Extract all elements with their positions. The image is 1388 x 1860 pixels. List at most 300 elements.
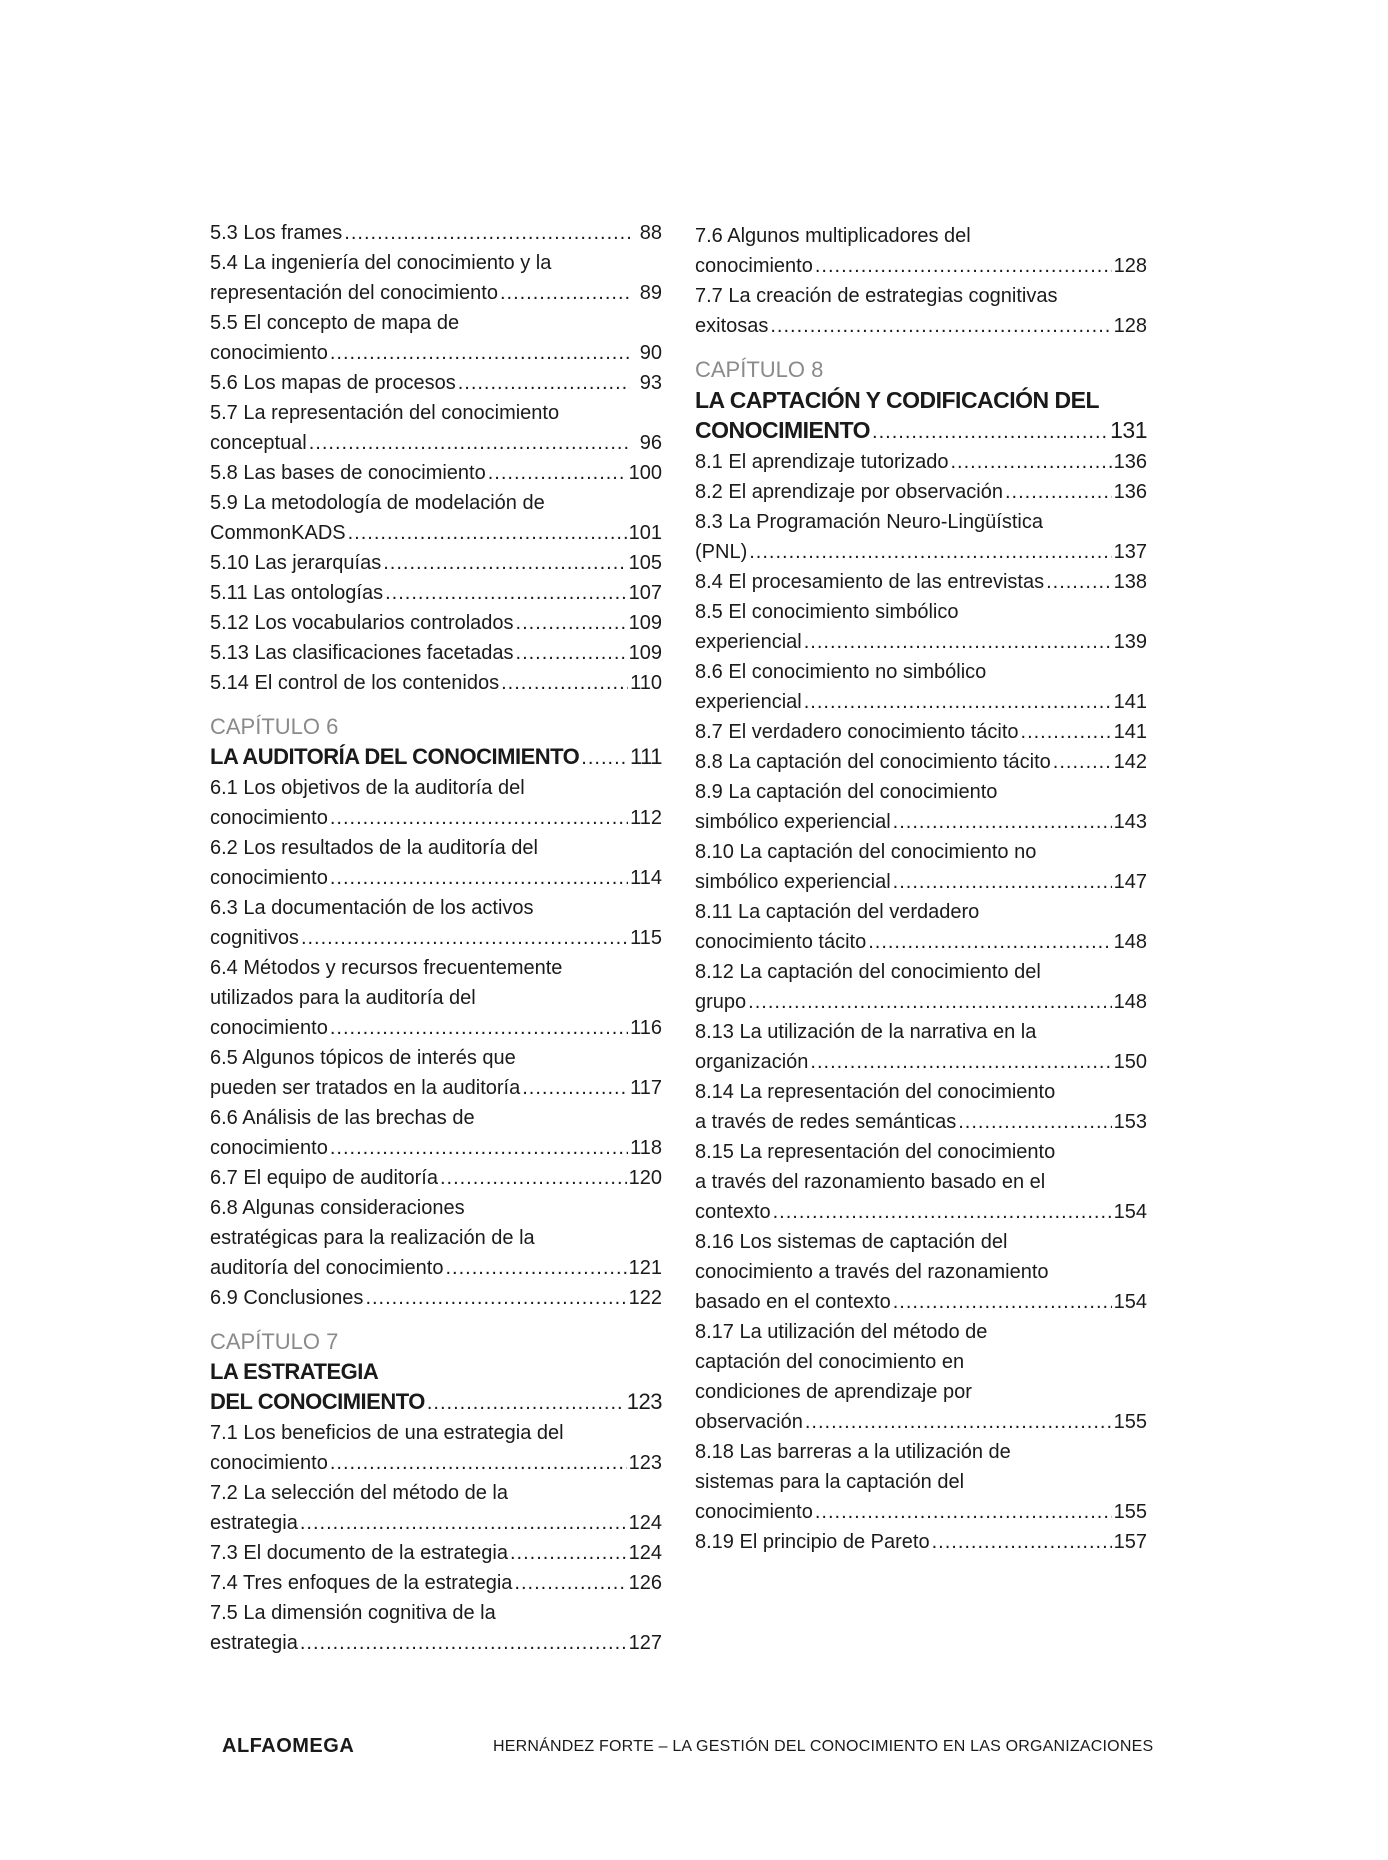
entry-text: 7.3 El documento de la estrategia <box>210 1542 508 1564</box>
dot-leader <box>748 987 1111 1017</box>
entry-leader-row <box>210 1073 662 1103</box>
toc-entry <box>210 218 662 248</box>
dot-leader <box>516 608 627 638</box>
page-number: 110 <box>630 672 662 694</box>
dot-leader <box>893 807 1112 837</box>
entry-leader-row <box>695 687 1147 717</box>
page-number: 123 <box>628 1452 662 1474</box>
entry-text-line: 8.18 Las barreras a la utilización de <box>695 1441 1011 1463</box>
entry-leader-row <box>695 567 1147 597</box>
page-number: 139 <box>1113 631 1147 653</box>
entry-text-line: captación del conocimiento en <box>695 1351 965 1373</box>
dot-leader <box>330 1448 627 1478</box>
entry-leader-row <box>210 1448 662 1478</box>
entry-leader-row <box>210 1253 662 1283</box>
entry-text: pueden ser tratados en la auditoría <box>210 1077 521 1099</box>
entry-text-line: 7.1 Los beneficios de una estrategia del <box>210 1422 564 1444</box>
entry-text-line: conocimiento a través del razonamiento <box>695 1261 1049 1283</box>
entry-text: representación del conocimiento <box>210 282 498 304</box>
page-number: 128 <box>1113 255 1147 277</box>
entry-leader-row <box>210 1283 662 1313</box>
page-number: 88 <box>639 222 662 244</box>
chapter-title-line: LA CAPTACIÓN Y CODIFICACIÓN DEL <box>695 387 1100 413</box>
dot-leader <box>300 1628 627 1658</box>
entry-leader-row <box>210 1013 662 1043</box>
page-number: 141 <box>1113 691 1147 713</box>
entry-text-line: 7.6 Algunos multiplicadores del <box>695 225 971 247</box>
dot-leader <box>1021 717 1112 747</box>
dot-leader <box>516 638 627 668</box>
entry-text: conocimiento <box>210 1017 328 1039</box>
page-number: 123 <box>626 1389 662 1414</box>
dot-leader <box>488 458 627 488</box>
dot-leader <box>330 338 630 368</box>
entry-text: 6.9 Conclusiones <box>210 1287 364 1309</box>
page-number: 118 <box>630 1137 662 1159</box>
toc-entry <box>695 957 1147 1017</box>
entry-text-line: 8.17 La utilización del método de <box>695 1321 988 1343</box>
entry-leader-row <box>695 627 1147 657</box>
dot-leader <box>385 578 627 608</box>
entry-text: 7.4 Tres enfoques de la estrategia <box>210 1572 513 1594</box>
chapter-title-row <box>210 742 662 773</box>
entry-text: 6.7 El equipo de auditoría <box>210 1167 438 1189</box>
entry-text-line: estratégicas para la realización de la <box>210 1227 535 1249</box>
entry-leader-row <box>695 927 1147 957</box>
dot-leader <box>872 417 1108 447</box>
entry-leader-row <box>210 1538 662 1568</box>
toc-entry <box>210 1193 662 1283</box>
chapter-entries <box>210 1418 662 1658</box>
dot-leader <box>810 1047 1111 1077</box>
toc-right-column <box>695 221 1147 1557</box>
dot-leader <box>581 743 628 773</box>
toc-entry <box>210 368 662 398</box>
entry-text-line: 8.16 Los sistemas de captación del <box>695 1231 1008 1253</box>
dot-leader <box>365 1283 626 1313</box>
page-number: 90 <box>639 342 662 364</box>
page-number: 126 <box>628 1572 662 1594</box>
toc-entry <box>210 833 662 893</box>
entry-text: experiencial <box>695 691 802 713</box>
entry-leader-row <box>210 863 662 893</box>
toc-entry <box>210 248 662 308</box>
toc-entry <box>695 567 1147 597</box>
chapter-title-text: LA AUDITORÍA DEL CONOCIMIENTO <box>210 744 580 769</box>
entry-text-line: 5.4 La ingeniería del conocimiento y la <box>210 252 552 274</box>
entry-leader-row <box>695 867 1147 897</box>
page-number: 114 <box>630 867 662 889</box>
toc-entry <box>210 1538 662 1568</box>
entry-text: conocimiento <box>695 1501 813 1523</box>
toc-entry <box>210 1043 662 1103</box>
page-number: 137 <box>1113 541 1147 563</box>
entry-text-line: 8.14 La representación del conocimiento <box>695 1081 1056 1103</box>
entry-text-line: 5.7 La representación del conocimiento <box>210 402 560 424</box>
entry-leader-row <box>210 1508 662 1538</box>
entry-text: 5.8 Las bases de conocimiento <box>210 462 486 484</box>
entry-text: 8.4 El procesamiento de las entrevistas <box>695 571 1045 593</box>
entry-text-line: 6.4 Métodos y recursos frecuentemente <box>210 957 563 979</box>
page-number: 148 <box>1113 931 1147 953</box>
toc-entry <box>210 638 662 668</box>
dot-leader <box>458 368 630 398</box>
entry-text: 5.3 Los frames <box>210 222 343 244</box>
entry-text: CommonKADS <box>210 522 346 544</box>
dot-leader <box>445 1253 626 1283</box>
toc-entry <box>210 1103 662 1163</box>
entry-text-line: 6.8 Algunas consideraciones <box>210 1197 465 1219</box>
dot-leader <box>893 867 1112 897</box>
entry-text: exitosas <box>695 315 769 337</box>
toc-entry <box>695 1227 1147 1317</box>
page-number: 154 <box>1113 1201 1147 1223</box>
entry-text-line: 6.1 Los objetivos de la auditoría del <box>210 777 525 799</box>
toc-entry <box>210 1568 662 1598</box>
entry-text: conocimiento <box>210 807 328 829</box>
toc-entry <box>210 308 662 368</box>
toc-entry <box>695 597 1147 657</box>
toc-entry <box>210 1418 662 1478</box>
entry-text: 8.1 El aprendizaje tutorizado <box>695 451 949 473</box>
page-number: 109 <box>628 642 662 664</box>
dot-leader <box>309 428 630 458</box>
page-number: 109 <box>628 612 662 634</box>
entry-text-line: 7.5 La dimensión cognitiva de la <box>210 1602 496 1624</box>
page-number: 115 <box>630 927 662 949</box>
entry-leader-row <box>210 578 662 608</box>
entry-text: 8.19 El principio de Pareto <box>695 1531 930 1553</box>
entry-leader-row <box>210 548 662 578</box>
entry-text: 5.14 El control de los contenidos <box>210 672 500 694</box>
dot-leader <box>522 1073 628 1103</box>
entry-text-line: 8.12 La captación del conocimiento del <box>695 961 1041 983</box>
page-number: 154 <box>1113 1291 1147 1313</box>
toc-entry <box>695 1437 1147 1527</box>
publisher-name: ALFAOMEGA <box>222 1735 355 1757</box>
toc-entry <box>695 747 1147 777</box>
dot-leader <box>951 447 1112 477</box>
dot-leader <box>815 251 1112 281</box>
dot-leader <box>510 1538 627 1568</box>
entry-text-line: 8.15 La representación del conocimiento <box>695 1141 1056 1163</box>
chapter-label: CAPÍTULO 6 <box>210 714 339 739</box>
toc-entry <box>695 657 1147 717</box>
entry-leader-row <box>210 338 662 368</box>
page-number: 150 <box>1113 1051 1147 1073</box>
toc-entry <box>210 1598 662 1658</box>
toc-entry <box>210 1283 662 1313</box>
entry-text-line: 7.2 La selección del método de la <box>210 1482 508 1504</box>
chapter-label: CAPÍTULO 7 <box>210 1329 339 1354</box>
entry-text: 5.11 Las ontologías <box>210 582 384 604</box>
page-number: 120 <box>628 1167 662 1189</box>
toc-entry <box>210 548 662 578</box>
toc-entry <box>210 458 662 488</box>
entry-leader-row <box>210 1568 662 1598</box>
entry-leader-row <box>695 1197 1147 1227</box>
chapter-label: CAPÍTULO 8 <box>695 357 824 382</box>
dot-leader <box>427 1388 625 1418</box>
entry-leader-row <box>695 807 1147 837</box>
dot-leader <box>383 548 626 578</box>
entry-text-line: 8.11 La captación del verdadero <box>695 901 980 923</box>
dot-leader <box>893 1287 1112 1317</box>
entry-text-line: 6.6 Análisis de las brechas de <box>210 1107 475 1129</box>
dot-leader <box>330 1133 628 1163</box>
entry-leader-row <box>210 428 662 458</box>
page-number: 157 <box>1113 1531 1147 1553</box>
toc-entry <box>695 221 1147 281</box>
toc-left-column <box>210 218 662 1658</box>
dot-leader <box>804 687 1112 717</box>
chapter-entries <box>210 773 662 1313</box>
page-number: 131 <box>1110 417 1147 443</box>
page-number: 96 <box>639 432 662 454</box>
dot-leader <box>1046 567 1112 597</box>
entry-text: auditoría del conocimiento <box>210 1257 444 1279</box>
entry-text: conocimiento <box>210 1452 328 1474</box>
entry-text: 5.6 Los mapas de procesos <box>210 372 456 394</box>
page-number: 105 <box>628 552 662 574</box>
page-number: 107 <box>628 582 662 604</box>
entry-leader-row <box>695 311 1147 341</box>
chapter-title-text: DEL CONOCIMIENTO <box>210 1389 425 1414</box>
entry-leader-row <box>695 1047 1147 1077</box>
toc-section-7-continued <box>695 221 1147 341</box>
page-number: 153 <box>1113 1111 1147 1133</box>
page-number: 147 <box>1113 871 1147 893</box>
toc-section-5-continued <box>210 218 662 698</box>
entry-text: simbólico experiencial <box>695 871 891 893</box>
page-number: 143 <box>1113 811 1147 833</box>
entry-text-line: 6.2 Los resultados de la auditoría del <box>210 837 538 859</box>
dot-leader <box>500 278 630 308</box>
page-number: 136 <box>1113 481 1147 503</box>
dot-leader <box>440 1163 627 1193</box>
entry-text: contexto <box>695 1201 771 1223</box>
entry-leader-row <box>695 1497 1147 1527</box>
entry-text: cognitivos <box>210 927 299 949</box>
toc-entry <box>695 447 1147 477</box>
entry-text-line: 8.9 La captación del conocimiento <box>695 781 998 803</box>
entry-leader-row <box>210 608 662 638</box>
dot-leader <box>868 927 1111 957</box>
entry-text-line: 8.6 El conocimiento no simbólico <box>695 661 987 683</box>
entry-leader-row <box>210 518 662 548</box>
entry-text: 5.10 Las jerarquías <box>210 552 382 574</box>
toc-entry <box>695 897 1147 957</box>
entry-text: a través de redes semánticas <box>695 1111 957 1133</box>
entry-text: conocimiento <box>210 342 328 364</box>
entry-text: 8.2 El aprendizaje por observación <box>695 481 1003 503</box>
chapter-title-text: CONOCIMIENTO <box>695 417 871 443</box>
page-number: 142 <box>1113 751 1147 773</box>
entry-leader-row <box>695 537 1147 567</box>
toc-entry <box>695 1317 1147 1437</box>
entry-text-line: 8.13 La utilización de la narrativa en la <box>695 1021 1037 1043</box>
entry-text: 8.7 El verdadero conocimiento tácito <box>695 721 1019 743</box>
chapter-7 <box>210 1327 662 1658</box>
dot-leader <box>330 863 628 893</box>
entry-text: experiencial <box>695 631 802 653</box>
toc-entry <box>695 477 1147 507</box>
chapter-6 <box>210 712 662 1313</box>
entry-text: basado en el contexto <box>695 1291 891 1313</box>
entry-leader-row <box>695 987 1147 1017</box>
entry-text: conocimiento <box>210 1137 328 1159</box>
entry-leader-row <box>695 1407 1147 1437</box>
entry-leader-row <box>695 251 1147 281</box>
dot-leader <box>501 668 628 698</box>
entry-leader-row <box>210 668 662 698</box>
entry-text: 5.12 Los vocabularios controlados <box>210 612 514 634</box>
page-number: 155 <box>1113 1501 1147 1523</box>
toc-entry <box>695 717 1147 747</box>
entry-leader-row <box>210 923 662 953</box>
page-number: 101 <box>628 522 662 544</box>
page-number: 93 <box>639 372 662 394</box>
page-number: 117 <box>630 1077 662 1099</box>
toc-entry <box>210 1163 662 1193</box>
toc-entry <box>210 578 662 608</box>
dot-leader <box>773 1197 1112 1227</box>
dot-leader <box>1005 477 1112 507</box>
chapter-entries <box>695 447 1147 1557</box>
toc-entry <box>695 1527 1147 1557</box>
toc-entry <box>210 488 662 548</box>
entry-leader-row <box>695 747 1147 777</box>
toc-entry <box>695 1137 1147 1227</box>
entry-text: 5.13 Las clasificaciones facetadas <box>210 642 514 664</box>
toc-entry <box>695 1017 1147 1077</box>
page-number: 100 <box>628 462 662 484</box>
entry-leader-row <box>210 1628 662 1658</box>
page-number: 141 <box>1113 721 1147 743</box>
dot-leader <box>514 1568 626 1598</box>
entry-text: conceptual <box>210 432 307 454</box>
entry-leader-row <box>695 1107 1147 1137</box>
page-number: 148 <box>1113 991 1147 1013</box>
entry-leader-row <box>695 1527 1147 1557</box>
entry-text: estrategia <box>210 1632 298 1654</box>
entry-text: conocimiento <box>695 255 813 277</box>
dot-leader <box>348 518 627 548</box>
entry-leader-row <box>210 368 662 398</box>
entry-text-line: 6.5 Algunos tópicos de interés que <box>210 1047 516 1069</box>
dot-leader <box>300 1508 627 1538</box>
entry-leader-row <box>210 1133 662 1163</box>
running-title: HERNÁNDEZ FORTE – LA GESTIÓN DEL CONOCIMIENTO EN LAS ORGANIZACIONES <box>493 1738 1154 1755</box>
dot-leader <box>770 311 1111 341</box>
dot-leader <box>804 627 1112 657</box>
entry-text-line: utilizados para la auditoría del <box>210 987 476 1009</box>
chapter-title <box>210 1357 662 1418</box>
entry-text: conocimiento tácito <box>695 931 867 953</box>
entry-leader-row <box>695 447 1147 477</box>
page-number: 121 <box>628 1257 662 1279</box>
entry-text-line: 8.3 La Programación Neuro-Lingüística <box>695 511 1043 533</box>
entry-leader-row <box>695 717 1147 747</box>
entry-text: observación <box>695 1411 803 1433</box>
entry-text: (PNL) <box>695 541 748 563</box>
page-number: 127 <box>628 1632 662 1654</box>
chapter-8 <box>695 355 1147 1557</box>
entry-text-line: 5.9 La metodología de modelación de <box>210 492 545 514</box>
toc-entry <box>695 507 1147 567</box>
entry-text-line: condiciones de aprendizaje por <box>695 1381 972 1403</box>
dot-leader <box>344 218 630 248</box>
dot-leader <box>301 923 628 953</box>
entry-text-line: 8.10 La captación del conocimiento no <box>695 841 1037 863</box>
entry-leader-row <box>210 1163 662 1193</box>
entry-text-line: a través del razonamiento basado en el <box>695 1171 1046 1193</box>
dot-leader <box>815 1497 1112 1527</box>
page-number: 136 <box>1113 451 1147 473</box>
toc-entry <box>210 1478 662 1538</box>
entry-text: conocimiento <box>210 867 328 889</box>
entry-text: estrategia <box>210 1512 298 1534</box>
entry-text: 8.8 La captación del conocimiento tácito <box>695 751 1051 773</box>
page-number: 124 <box>628 1512 662 1534</box>
dot-leader <box>1053 747 1112 777</box>
chapter-title <box>695 385 1147 447</box>
toc-entry <box>695 777 1147 837</box>
toc-entry <box>210 773 662 833</box>
dot-leader <box>805 1407 1112 1437</box>
chapter-title-row <box>210 1387 662 1418</box>
entry-leader-row <box>695 477 1147 507</box>
dot-leader <box>749 537 1111 567</box>
toc-entry <box>210 608 662 638</box>
page-number: 112 <box>630 807 662 829</box>
entry-text-line: 8.5 El conocimiento simbólico <box>695 601 959 623</box>
page-number: 138 <box>1113 571 1147 593</box>
page-number: 122 <box>628 1287 662 1309</box>
page-number: 124 <box>628 1542 662 1564</box>
entry-text: simbólico experiencial <box>695 811 891 833</box>
toc-entry <box>210 398 662 458</box>
entry-text-line: 6.3 La documentación de los activos <box>210 897 534 919</box>
chapter-title <box>210 742 662 773</box>
entry-text: grupo <box>695 991 747 1013</box>
toc-entry <box>210 668 662 698</box>
page-number: 89 <box>639 282 662 304</box>
entry-leader-row <box>210 458 662 488</box>
entry-leader-row <box>210 218 662 248</box>
toc-entry <box>210 893 662 953</box>
page-number: 155 <box>1113 1411 1147 1433</box>
page-number: 111 <box>630 744 662 769</box>
entry-text: organización <box>695 1051 809 1073</box>
toc-entry <box>695 1077 1147 1137</box>
chapter-title-row <box>695 415 1147 447</box>
toc-entry <box>210 953 662 1043</box>
entry-leader-row <box>210 278 662 308</box>
dot-leader <box>932 1527 1112 1557</box>
chapter-title-line: LA ESTRATEGIA <box>210 1359 379 1384</box>
entry-text-line: 5.5 El concepto de mapa de <box>210 312 460 334</box>
entry-text-line: 7.7 La creación de estrategias cognitivas <box>695 285 1058 307</box>
page-number: 128 <box>1113 315 1147 337</box>
entry-leader-row <box>695 1287 1147 1317</box>
dot-leader <box>330 803 628 833</box>
toc-entry <box>695 281 1147 341</box>
page-number: 116 <box>630 1017 662 1039</box>
dot-leader <box>330 1013 628 1043</box>
toc-entry <box>695 837 1147 897</box>
entry-leader-row <box>210 638 662 668</box>
